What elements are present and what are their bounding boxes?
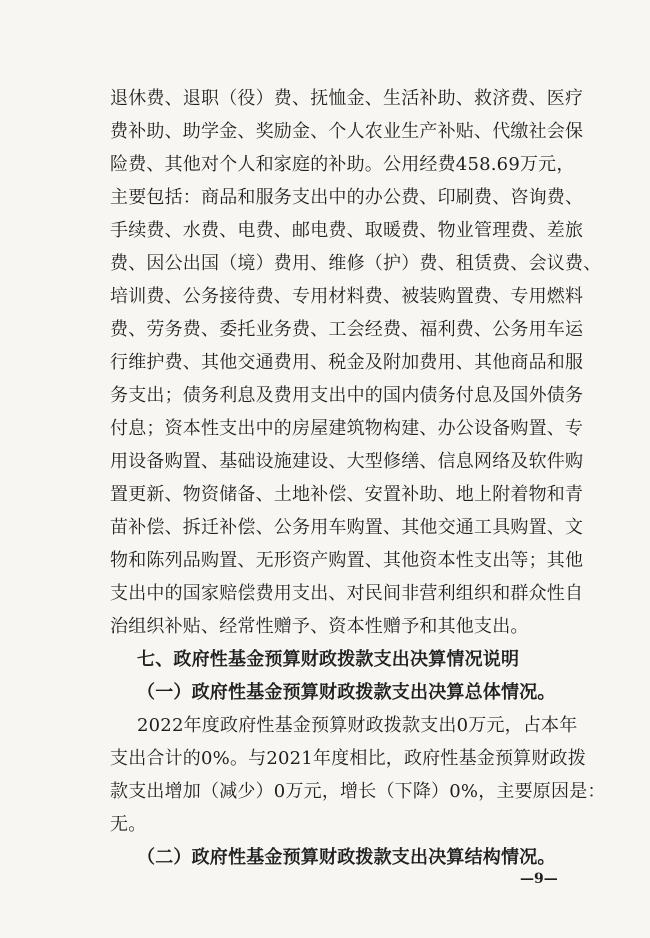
text-line: 费、因公出国（境）费用、维修（护）费、租赁费、会议费、 (110, 253, 602, 274)
text-line: 培训费、公务接待费、专用材料费、被装购置费、专用燃料 (110, 286, 584, 307)
paragraph-line: 2022年度政府性基金预算财政拨款支出0万元，占本年 (137, 715, 578, 736)
section-heading: 七、政府性基金预算财政拨款支出决算情况说明 (137, 649, 520, 670)
text-line: 付息；资本性支出中的房屋建筑物构建、办公设备购置、专 (110, 418, 584, 439)
text-line: 置更新、物资储备、土地补偿、安置补助、地上附着物和青 (110, 484, 584, 505)
subsection-heading-1: （一）政府性基金预算财政拨款支出决算总体情况。 (137, 682, 556, 703)
paragraph-line: 支出合计的0%。与2021年度相比，政府性基金预算财政拨 (110, 748, 586, 769)
page-number: —9— (520, 871, 558, 887)
text-line: 治组织补贴、经常性赠予、资本性赠予和其他支出。 (110, 616, 529, 637)
text-line: 退休费、退职（役）费、抚恤金、生活补助、救济费、医疗 (110, 88, 584, 109)
text-line: 务支出；债务利息及费用支出中的国内债务付息及国外债务 (110, 385, 584, 406)
body-text (110, 82, 606, 874)
text-line: 主要包括：商品和服务支出中的办公费、印刷费、咨询费、 (110, 187, 584, 208)
text-line: 手续费、水费、电费、邮电费、取暖费、物业管理费、差旅 (110, 220, 584, 241)
paragraph-line: 款支出增加（减少）0万元，增长（下降）0%，主要原因是： (110, 781, 606, 802)
text-line: 支出中的国家赔偿费用支出、对民间非营利组织和群众性自 (110, 583, 584, 604)
text-line: 苗补偿、拆迁补偿、公务用车购置、其他交通工具购置、文 (110, 517, 584, 538)
text-line: 行维护费、其他交通费用、税金及附加费用、其他商品和服 (110, 352, 584, 373)
text-line: 费、劳务费、委托业务费、工会经费、福利费、公务用车运 (110, 319, 584, 340)
subsection-heading-2: （二）政府性基金预算财政拨款支出决算结构情况。 (137, 847, 556, 868)
text-line: 物和陈列品购置、无形资产购置、其他资本性支出等；其他 (110, 550, 584, 571)
paragraph-line: 无。 (110, 814, 147, 835)
text-line: 险费、其他对个人和家庭的补助。公用经费458.69万元， (110, 154, 575, 175)
text-line: 费补助、助学金、奖励金、个人农业生产补贴、代缴社会保 (110, 121, 584, 142)
text-line: 用设备购置、基础设施建设、大型修缮、信息网络及软件购 (110, 451, 584, 472)
